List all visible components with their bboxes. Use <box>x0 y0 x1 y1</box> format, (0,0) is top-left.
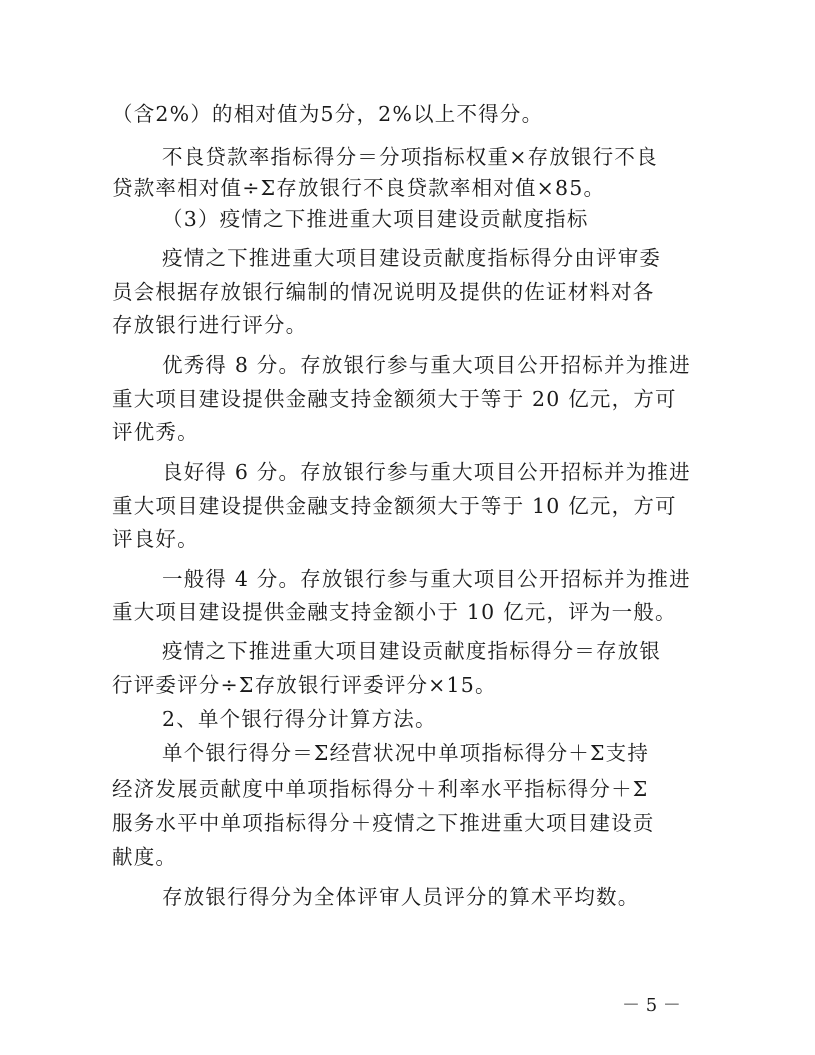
section-heading: 2、单个银行得分计算方法。 <box>162 707 437 731</box>
text-line: 疫情之下推进重大项目建设贡献度指标得分＝存放银 <box>162 639 662 663</box>
text-line: 服务水平中单项指标得分＋疫情之下推进重大项目建设贡 <box>112 811 655 835</box>
text-line: 贷款率相对值÷Σ存放银行不良贷款率相对值×85。 <box>112 176 606 200</box>
text-line: 评优秀。 <box>112 420 199 444</box>
text-line: （含2%）的相对值为5分，2%以上不得分。 <box>112 102 544 126</box>
text-line: 疫情之下推进重大项目建设贡献度指标得分由评审委 <box>162 246 662 270</box>
text-line: 一般得 4 分。存放银行参与重大项目公开招标并为推进 <box>162 567 691 591</box>
text-line: 存放银行得分为全体评审人员评分的算术平均数。 <box>162 885 640 909</box>
text-line: 重大项目建设提供金融支持金额小于 10 亿元，评为一般。 <box>112 600 677 624</box>
text-line: 员会根据存放银行编制的情况说明及提供的佐证材料对各 <box>112 280 655 304</box>
text-line: 良好得 6 分。存放银行参与重大项目公开招标并为推进 <box>162 460 691 484</box>
text-line: 存放银行进行评分。 <box>112 313 308 337</box>
text-line: 献度。 <box>112 845 178 869</box>
text-line: 经济发展贡献度中单项指标得分＋利率水平指标得分＋Σ <box>112 777 649 801</box>
section-heading: （3）疫情之下推进重大项目建设贡献度指标 <box>162 207 589 231</box>
text-line: 优秀得 8 分。存放银行参与重大项目公开招标并为推进 <box>162 353 691 377</box>
text-line: 重大项目建设提供金融支持金额须大于等于 20 亿元，方可 <box>112 387 677 411</box>
text-line: 单个银行得分＝Σ经营状况中单项指标得分＋Σ支持 <box>162 741 650 765</box>
text-line: 评良好。 <box>112 527 199 551</box>
text-line: 行评委评分÷Σ存放银行评委评分×15。 <box>112 673 497 697</box>
text-line: 不良贷款率指标得分＝分项指标权重×存放银行不良 <box>162 145 658 169</box>
page-number: － 5 － <box>622 995 681 1016</box>
text-line: 重大项目建设提供金融支持金额须大于等于 10 亿元，方可 <box>112 494 677 518</box>
